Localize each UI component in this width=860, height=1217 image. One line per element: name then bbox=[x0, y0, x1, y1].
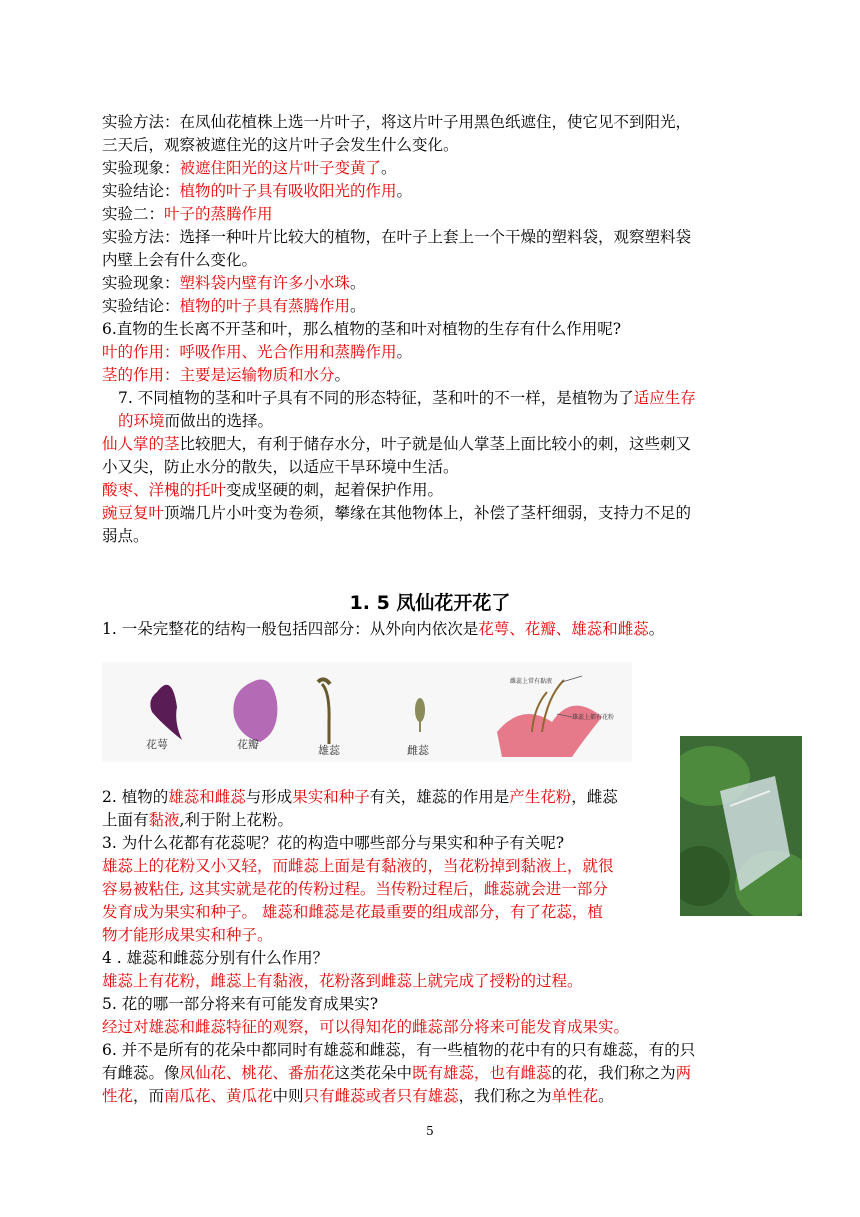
annotation-stamen: 雄蕊上都有花粉 bbox=[572, 714, 615, 721]
text-line: 酸枣、洋槐的托叶变成坚硬的刺，起着保护作用。 bbox=[102, 481, 444, 499]
text-line: 小又尖，防止水分的散失，以适应干旱环境中生活。 bbox=[102, 458, 459, 476]
text-line: 发育成为果实和种子。 雄蕊和雌蕊是花最重要的组成部分，有了花蕊，植 bbox=[102, 903, 603, 921]
text-line: 1. 一朵完整花的结构一般包括四部分：从外向内依次是花萼、花瓣、雄蕊和雌蕊。 bbox=[102, 620, 665, 638]
text-line: 实验方法：在凤仙花植株上选一片叶子，将这片叶子用黑色纸遮住，使它见不到阳光， bbox=[102, 113, 692, 131]
text-line: 内壁上会有什么变化。 bbox=[102, 251, 258, 269]
text-line: 实验方法：选择一种叶片比较大的植物，在叶子上套上一个干燥的塑料袋，观察塑料袋 bbox=[102, 228, 692, 246]
text-line: 弱点。 bbox=[102, 527, 149, 545]
text-line: 5. 花的哪一部分将来有可能发育成果实? bbox=[102, 995, 379, 1013]
text-line: 实验现象：塑料袋内壁有许多小水珠。 bbox=[102, 274, 366, 292]
text-line: 雄蕊上有花粉，雌蕊上有黏液，花粉落到雌蕊上就完成了授粉的过程。 bbox=[102, 972, 583, 990]
text-line: 三天后，观察被遮住光的这片叶子会发生什么变化。 bbox=[102, 136, 459, 154]
text-line: 茎的作用：主要是运输物质和水分。 bbox=[102, 366, 351, 384]
text-line: 实验结论：植物的叶子具有吸收阳光的作用。 bbox=[102, 182, 413, 200]
text-line: 雄蕊上的花粉又小又轻，而雌蕊上面是有黏液的，当花粉掉到黏液上，就很 bbox=[102, 857, 614, 875]
text-line: 上面有黏液,利于附上花粉。 bbox=[102, 811, 293, 829]
stamen-label: 雄蕊 bbox=[318, 744, 340, 757]
section-title: 1. 5 凤仙花开花了 bbox=[349, 592, 511, 614]
petal-label: 花瓣 bbox=[237, 738, 259, 751]
text-line: 实验二：叶子的蒸腾作用 bbox=[102, 205, 273, 223]
text-line: 容易被粘住, 这其实就是花的传粉过程。当传粉过程后，雌蕊就会进一部分 bbox=[102, 880, 608, 898]
text-line: 实验结论：植物的叶子具有蒸腾作用。 bbox=[102, 297, 366, 315]
text-line: 实验现象：被遮住阳光的这片叶子变黄了。 bbox=[102, 159, 397, 177]
text-line: 2. 植物的雄蕊和雌蕊与形成果实和种子有关，雄蕊的作用是产生花粉，雌蕊 bbox=[102, 788, 618, 806]
text-line: 物才能形成果实和种子。 bbox=[102, 926, 273, 944]
text-line: 6. 并不是所有的花朵中都同时有雄蕊和雌蕊，有一些植物的花中有的只有雄蕊，有的只 bbox=[102, 1041, 696, 1059]
text-line: 性花，而南瓜花、黄瓜花中则只有雌蕊或者只有雄蕊，我们称之为单性花。 bbox=[102, 1087, 614, 1105]
text-line: 6.直物的生长离不开茎和叶，那么植物的茎和叶对植物的生存有什么作用呢? bbox=[102, 320, 622, 338]
text-line: 叶的作用：呼吸作用、光合作用和蒸腾作用。 bbox=[102, 343, 413, 361]
page-number: 5 bbox=[426, 1124, 434, 1138]
text-line: 有雌蕊。像凤仙花、桃花、番茄花这类花朵中既有雄蕊，也有雌蕊的花，我们称之为两 bbox=[102, 1064, 692, 1082]
annotation-pistil: 雌蕊上常有黏液 bbox=[510, 678, 553, 685]
flower-parts-drawing bbox=[102, 662, 632, 762]
text-line: 仙人掌的茎比较肥大，有利于储存水分，叶子就是仙人掌茎上面比较小的刺，这些刺又 bbox=[102, 435, 692, 453]
text-line: 的环境而做出的选择。 bbox=[118, 412, 274, 430]
text-line: 3. 为什么花都有花蕊呢？花的构造中哪些部分与果实和种子有关呢? bbox=[102, 834, 565, 852]
text-line: 4 . 雄蕊和雌蕊分别有什么作用？ bbox=[102, 949, 329, 967]
flower-parts-illustration bbox=[102, 662, 632, 762]
text-line: 豌豆复叶顶端几片小叶变为卷须，攀缘在其他物体上，补偿了茎杆细弱，支持力不足的 bbox=[102, 504, 692, 522]
calyx-label: 花萼 bbox=[146, 738, 168, 751]
text-line: 7. 不同植物的茎和叶子具有不同的形态特征，茎和叶的不一样，是植物为了适应生存 bbox=[118, 389, 696, 407]
text-line: 经过对雄蕊和雌蕊特征的观察，可以得知花的雌蕊部分将来可能发育成果实。 bbox=[102, 1018, 630, 1036]
pistil-label: 雌蕊 bbox=[407, 744, 429, 757]
